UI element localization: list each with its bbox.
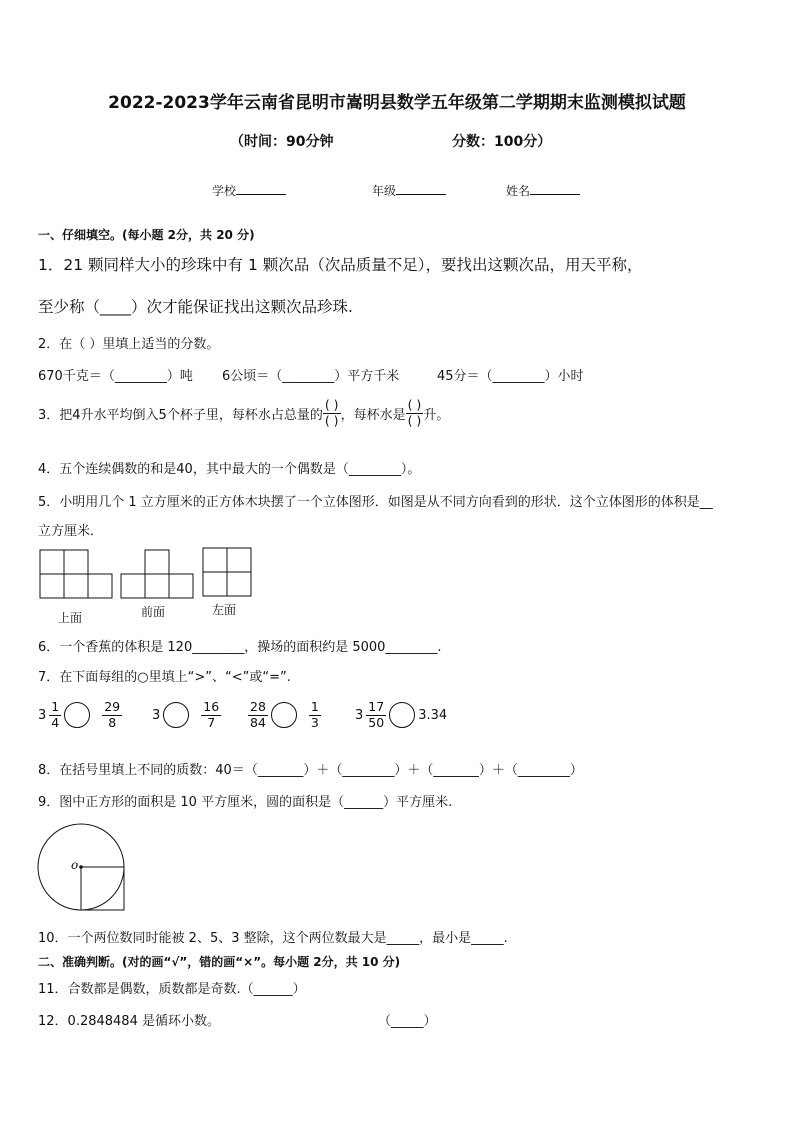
whole: 3 [152,707,161,723]
q5-line1: 5．小明用几个 1 立方厘米的正方体木块摆了一个立体图形．如图是从不同方向看到的形状．这个立体图形的体积是__ [38,495,713,510]
denominator: 50 [368,714,385,730]
q3-frac1-num: ( ) [324,397,339,412]
q3-fraction-1[interactable] [323,398,341,428]
section-2-heading: 二、准确判断。(对的画“√”，错的画“×”。每小题 2分，共 10 分) [38,955,401,969]
q3-post: 升。 [423,407,450,423]
grade-label: 年级 [372,184,397,198]
whole: 3 [355,707,364,723]
numerator: 1 [310,699,319,714]
q7-compare-4 [355,700,447,730]
view-label-front: 前面 [141,605,166,619]
numerator: 1 [51,699,60,714]
compare-circle[interactable] [271,702,297,728]
school-blank[interactable] [236,182,286,195]
q10-text: 10．一个两位数同时能被 2、5、3 整除，这个两位数最大是_____，最小是_____. [38,931,508,946]
denominator: 7 [207,714,216,730]
grade-field [372,182,446,199]
q3-fraction-2[interactable] [406,398,424,428]
q2-part-c: 45分＝（________）小时 [437,369,584,384]
center-point [79,865,83,869]
q8-text: 8．在括号里填上不同的质数：40＝（_______）＋（________）＋（_______）＋（________） [38,763,583,778]
name-field [506,182,580,199]
square-shape [81,867,124,910]
numerator: 17 [368,699,385,714]
q3 [38,398,449,428]
compare-circle[interactable] [389,702,415,728]
numerator: 16 [203,699,220,714]
numerator: 28 [250,699,266,714]
fraction [201,700,221,730]
q4-text: 4．五个连续偶数的和是40，其中最大的一个偶数是（________）。 [38,462,421,477]
q9-text: 9．图中正方形的面积是 10 平方厘米，圆的面积是（______）平方厘米. [38,795,453,810]
grade-blank[interactable] [396,182,446,195]
compare-circle[interactable] [163,702,189,728]
fraction [49,700,61,730]
q3-frac1-den: ( ) [324,412,339,428]
q12-answer-paren[interactable]: （_____） [378,1014,437,1029]
school-label: 学校 [212,184,237,198]
q3-pre: 3．把4升水平均倒入5个杯子里，每杯水占总量的 [38,407,323,423]
q9-circle-figure [36,822,132,918]
numerator: 29 [104,699,121,714]
fraction [309,700,321,730]
view-label-top: 上面 [58,611,83,625]
view-label-left: 左面 [212,603,237,617]
fraction [102,700,122,730]
q7-compare-3 [248,700,321,730]
denominator: 3 [310,714,319,730]
q2-part-b: 6公顷＝（________）平方千米 [222,369,400,384]
left-view [203,548,251,596]
fraction [248,700,268,730]
q1-line1: 1．21 颗同样大小的珍珠中有 1 颗次品（次品质量不足），要找出这颗次品，用天平称， [38,256,643,274]
q7-compare-2 [152,700,221,730]
exam-title: 2022-2023学年云南省昆明市嵩明县数学五年级第二学期期末监测模拟试题 [108,93,686,113]
exam-time: （时间：90分钟 [230,134,334,150]
q7-compare-1 [38,700,122,730]
exam-score: 分数：100分） [452,134,552,150]
q3-mid: ，每杯水是 [340,407,406,423]
q11-text: 11．合数都是偶数，质数都是奇数.（______） [38,982,306,997]
q12-text: 12．0.2848484 是循环小数。 [38,1014,220,1029]
front-view [121,550,193,598]
top-view [40,550,112,598]
fraction [366,700,386,730]
section-1-heading: 一、仔细填空。(每小题 2分，共 20 分) [38,228,255,242]
q7-text: 7．在下面每组的○里填上“>”、“<”或“=”. [38,670,291,685]
compare-circle[interactable] [64,702,90,728]
q3-frac2-num: ( ) [407,397,422,412]
denominator: 4 [51,714,60,730]
decimal-value: 3.34 [418,707,448,723]
denominator: 84 [250,714,266,730]
q1-line2: 至少称（____）次才能保证找出这颗次品珍珠. [38,298,353,316]
school-field [212,182,286,199]
q3-frac2-den: ( ) [407,412,422,428]
name-label: 姓名 [506,184,531,198]
whole: 3 [38,707,47,723]
q6-text: 6．一个香蕉的体积是 120________，操场的面积约是 5000________. [38,640,442,655]
name-blank[interactable] [530,182,580,195]
q2-text: 2．在（ ）里填上适当的分数。 [38,337,220,352]
q5-line2: 立方厘米． [38,524,104,539]
center-label: o [71,858,79,872]
denominator: 8 [108,714,117,730]
q2-part-a: 670千克＝（________）吨 [38,369,193,384]
